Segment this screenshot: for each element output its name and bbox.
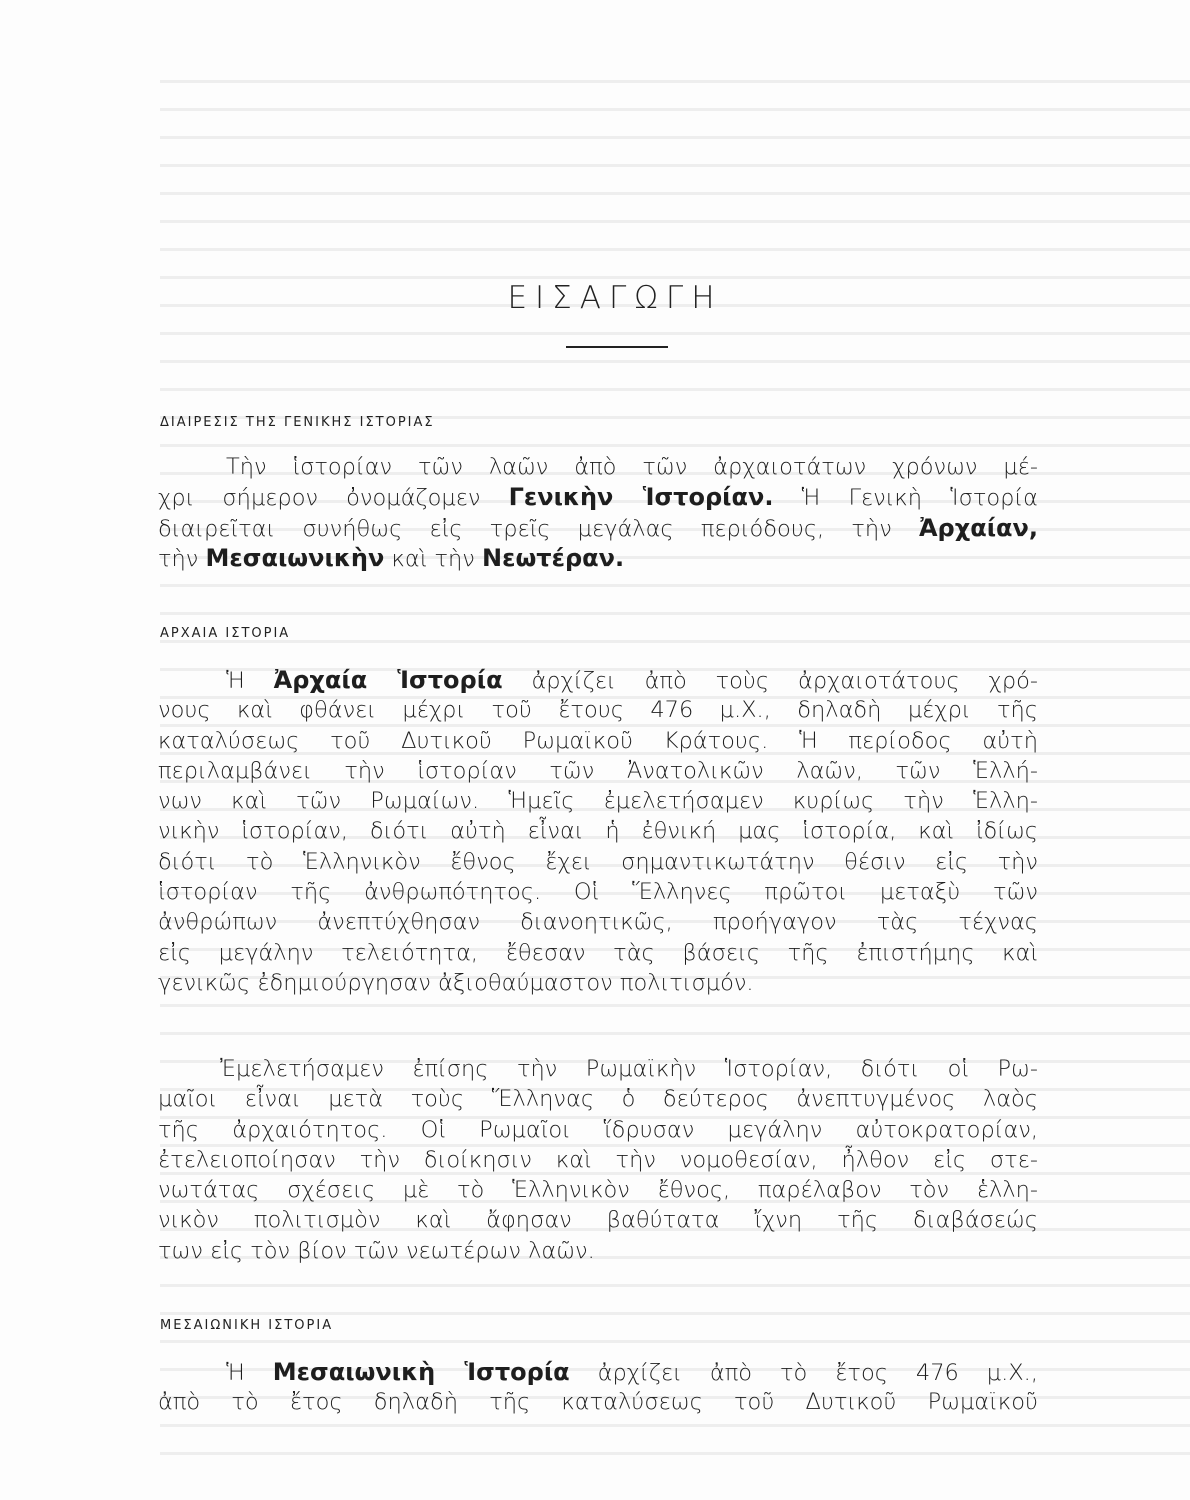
text-run: νους καὶ φθάνει μέχρι τοῦ ἔτους 476 μ.Χ., δηλαδὴ μέχρι τῆς (158, 697, 1038, 724)
text-line (158, 726, 1038, 756)
text-run: τῆς ἀρχαιότητος. Οἱ Ρωμαῖοι ἵδρυσαν μεγάλην αὐτοκρατορίαν, (158, 1116, 1038, 1143)
text-run: ἀρχίζει ἀπὸ τοὺς ἀρχαιοτάτους χρό- (502, 668, 1038, 694)
text-line (158, 816, 1038, 846)
text-run: νων καὶ τῶν Ρωμαίων. Ἡμεῖς ἐμελετήσαμεν κυρίως τὴν Ἑλλη- (158, 788, 1038, 815)
text-run: ἀνθρώπων ἀνεπτύχθησαν διανοητικῶς, προήγαγον τὰς τέχνας (158, 909, 1038, 936)
text-run: τὴν (158, 545, 206, 572)
text-run: Ἡ (226, 1360, 273, 1386)
text-run: ἀπὸ τὸ ἔτος δηλαδὴ τῆς καταλύσεως τοῦ Δυτικοῦ Ρωμαϊκοῦ (158, 1389, 1038, 1416)
text-line (158, 1084, 1038, 1114)
section-heading-medieval: ΜΕΣΑΙΩΝΙΚΗ ΙΣΤΟΡΙΑ (160, 1318, 334, 1333)
text-line (158, 1145, 1038, 1175)
text-run: καὶ τὴν (384, 545, 482, 572)
text-run: των εἰς τὸν βίον τῶν νεωτέρων λαῶν. (158, 1237, 595, 1264)
text-run: καταλύσεως τοῦ Δυτικοῦ Ρωμαϊκοῦ Κράτους. Ἡ περίοδος αὐτὴ (158, 727, 1038, 754)
bold-term: Ἀρχαίαν, (918, 513, 1038, 542)
text-run: ἐτελειοποίησαν τὴν διοίκησιν καὶ τὴν νομοθεσίαν, ἦλθον εἰς στε- (158, 1146, 1038, 1173)
text-run: Ἡ Γενικὴ Ἱστορία (773, 485, 1038, 512)
text-run: ἱστορίαν τῆς ἀνθρωπότητος. Οἱ Ἕλληνες πρῶτοι μεταξὺ τῶν (158, 879, 1038, 906)
paragraph (158, 1357, 1038, 1418)
title-rule (566, 346, 668, 348)
text-line (158, 907, 1038, 937)
bold-term: Μεσαιωνικὴν (205, 543, 385, 572)
text-line (158, 938, 1038, 968)
bold-term: Μεσαιωνικὴ Ἱστορία (272, 1358, 570, 1386)
text-line (158, 1387, 1038, 1417)
bold-term: Γενικὴν Ἱστορίαν. (508, 483, 774, 512)
text-line (158, 1054, 1038, 1084)
text-run: νικὴν ἱστορίαν, διότι αὐτὴ εἶναι ἡ ἐθνική μας ἱστορία, καὶ ἰδίως (158, 818, 1038, 845)
text-line (158, 1175, 1038, 1205)
section-heading-ancient: ΑΡΧΑΙΑ ΙΣΤΟΡΙΑ (160, 626, 291, 641)
text-run: ἀρχίζει ἀπὸ τὸ ἔτος 476 μ.Χ., (569, 1360, 1038, 1386)
text-run: Τὴν ἱστορίαν τῶν λαῶν ἀπὸ τῶν ἀρχαιοτάτων χρόνων μέ- (226, 454, 1038, 480)
text-run: Ἡ (226, 668, 274, 694)
paragraph (158, 452, 1038, 573)
text-run: Ἐμελετήσαμεν ἐπίσης τὴν Ρωμαϊκὴν Ἱστορίαν, διότι οἱ Ρω- (220, 1056, 1038, 1082)
text-run: διαιρεῖται συνήθως εἰς τρεῖς μεγάλας περιόδους, τὴν (158, 515, 919, 542)
text-line (158, 665, 1038, 695)
text-run: εἰς μεγάλην τελειότητα, ἔθεσαν τὰς βάσεις τῆς ἐπιστήμης καὶ (158, 939, 1038, 966)
text-run: διότι τὸ Ἑλληνικὸν ἔθνος ἔχει σημαντικωτάτην θέσιν εἰς τὴν (158, 848, 1038, 875)
paragraph (158, 665, 1038, 998)
text-run: χρι σήμερον ὀνομάζομεν (158, 485, 509, 512)
text-run: νωτάτας σχέσεις μὲ τὸ Ἑλληνικὸν ἔθνος, παρέλαβον τὸν ἑλλη- (158, 1177, 1038, 1204)
text-line (158, 1205, 1038, 1235)
text-line (158, 543, 1038, 573)
page-title: ΕΙΣΑΓΩΓΗ (507, 280, 723, 316)
text-line (158, 847, 1038, 877)
section-heading-divisions: ΔΙΑΙΡΕΣΙΣ ΤΗΣ ΓΕΝΙΚΗΣ ΙΣΤΟΡΙΑΣ (160, 415, 435, 430)
text-run: γενικῶς ἐδημιούργησαν ἀξιοθαύμαστον πολιτισμόν. (158, 969, 754, 996)
text-line (158, 877, 1038, 907)
text-run: νικὸν πολιτισμὸν καὶ ἄφησαν βαθύτατα ἴχνη τῆς διαβάσεώς (158, 1207, 1038, 1234)
text-line (158, 513, 1038, 543)
text-line (158, 482, 1038, 512)
paragraph (158, 1054, 1038, 1266)
bold-term: Νεωτέραν. (482, 543, 625, 572)
bold-term: Ἀρχαία Ἱστορία (273, 666, 503, 694)
text-line (158, 1236, 1038, 1266)
text-line (158, 968, 1038, 998)
text-run: περιλαμβάνει τὴν ἱστορίαν τῶν Ἀνατολικῶν λαῶν, τῶν Ἑλλή- (158, 757, 1038, 784)
text-line (158, 786, 1038, 816)
text-line (158, 452, 1038, 482)
text-line (158, 1115, 1038, 1145)
text-line (158, 1357, 1038, 1387)
text-line (158, 695, 1038, 725)
text-run: μαῖοι εἶναι μετὰ τοὺς Ἕλληνας ὁ δεύτερος ἀνεπτυγμένος λαὸς (158, 1086, 1038, 1113)
text-line (158, 756, 1038, 786)
